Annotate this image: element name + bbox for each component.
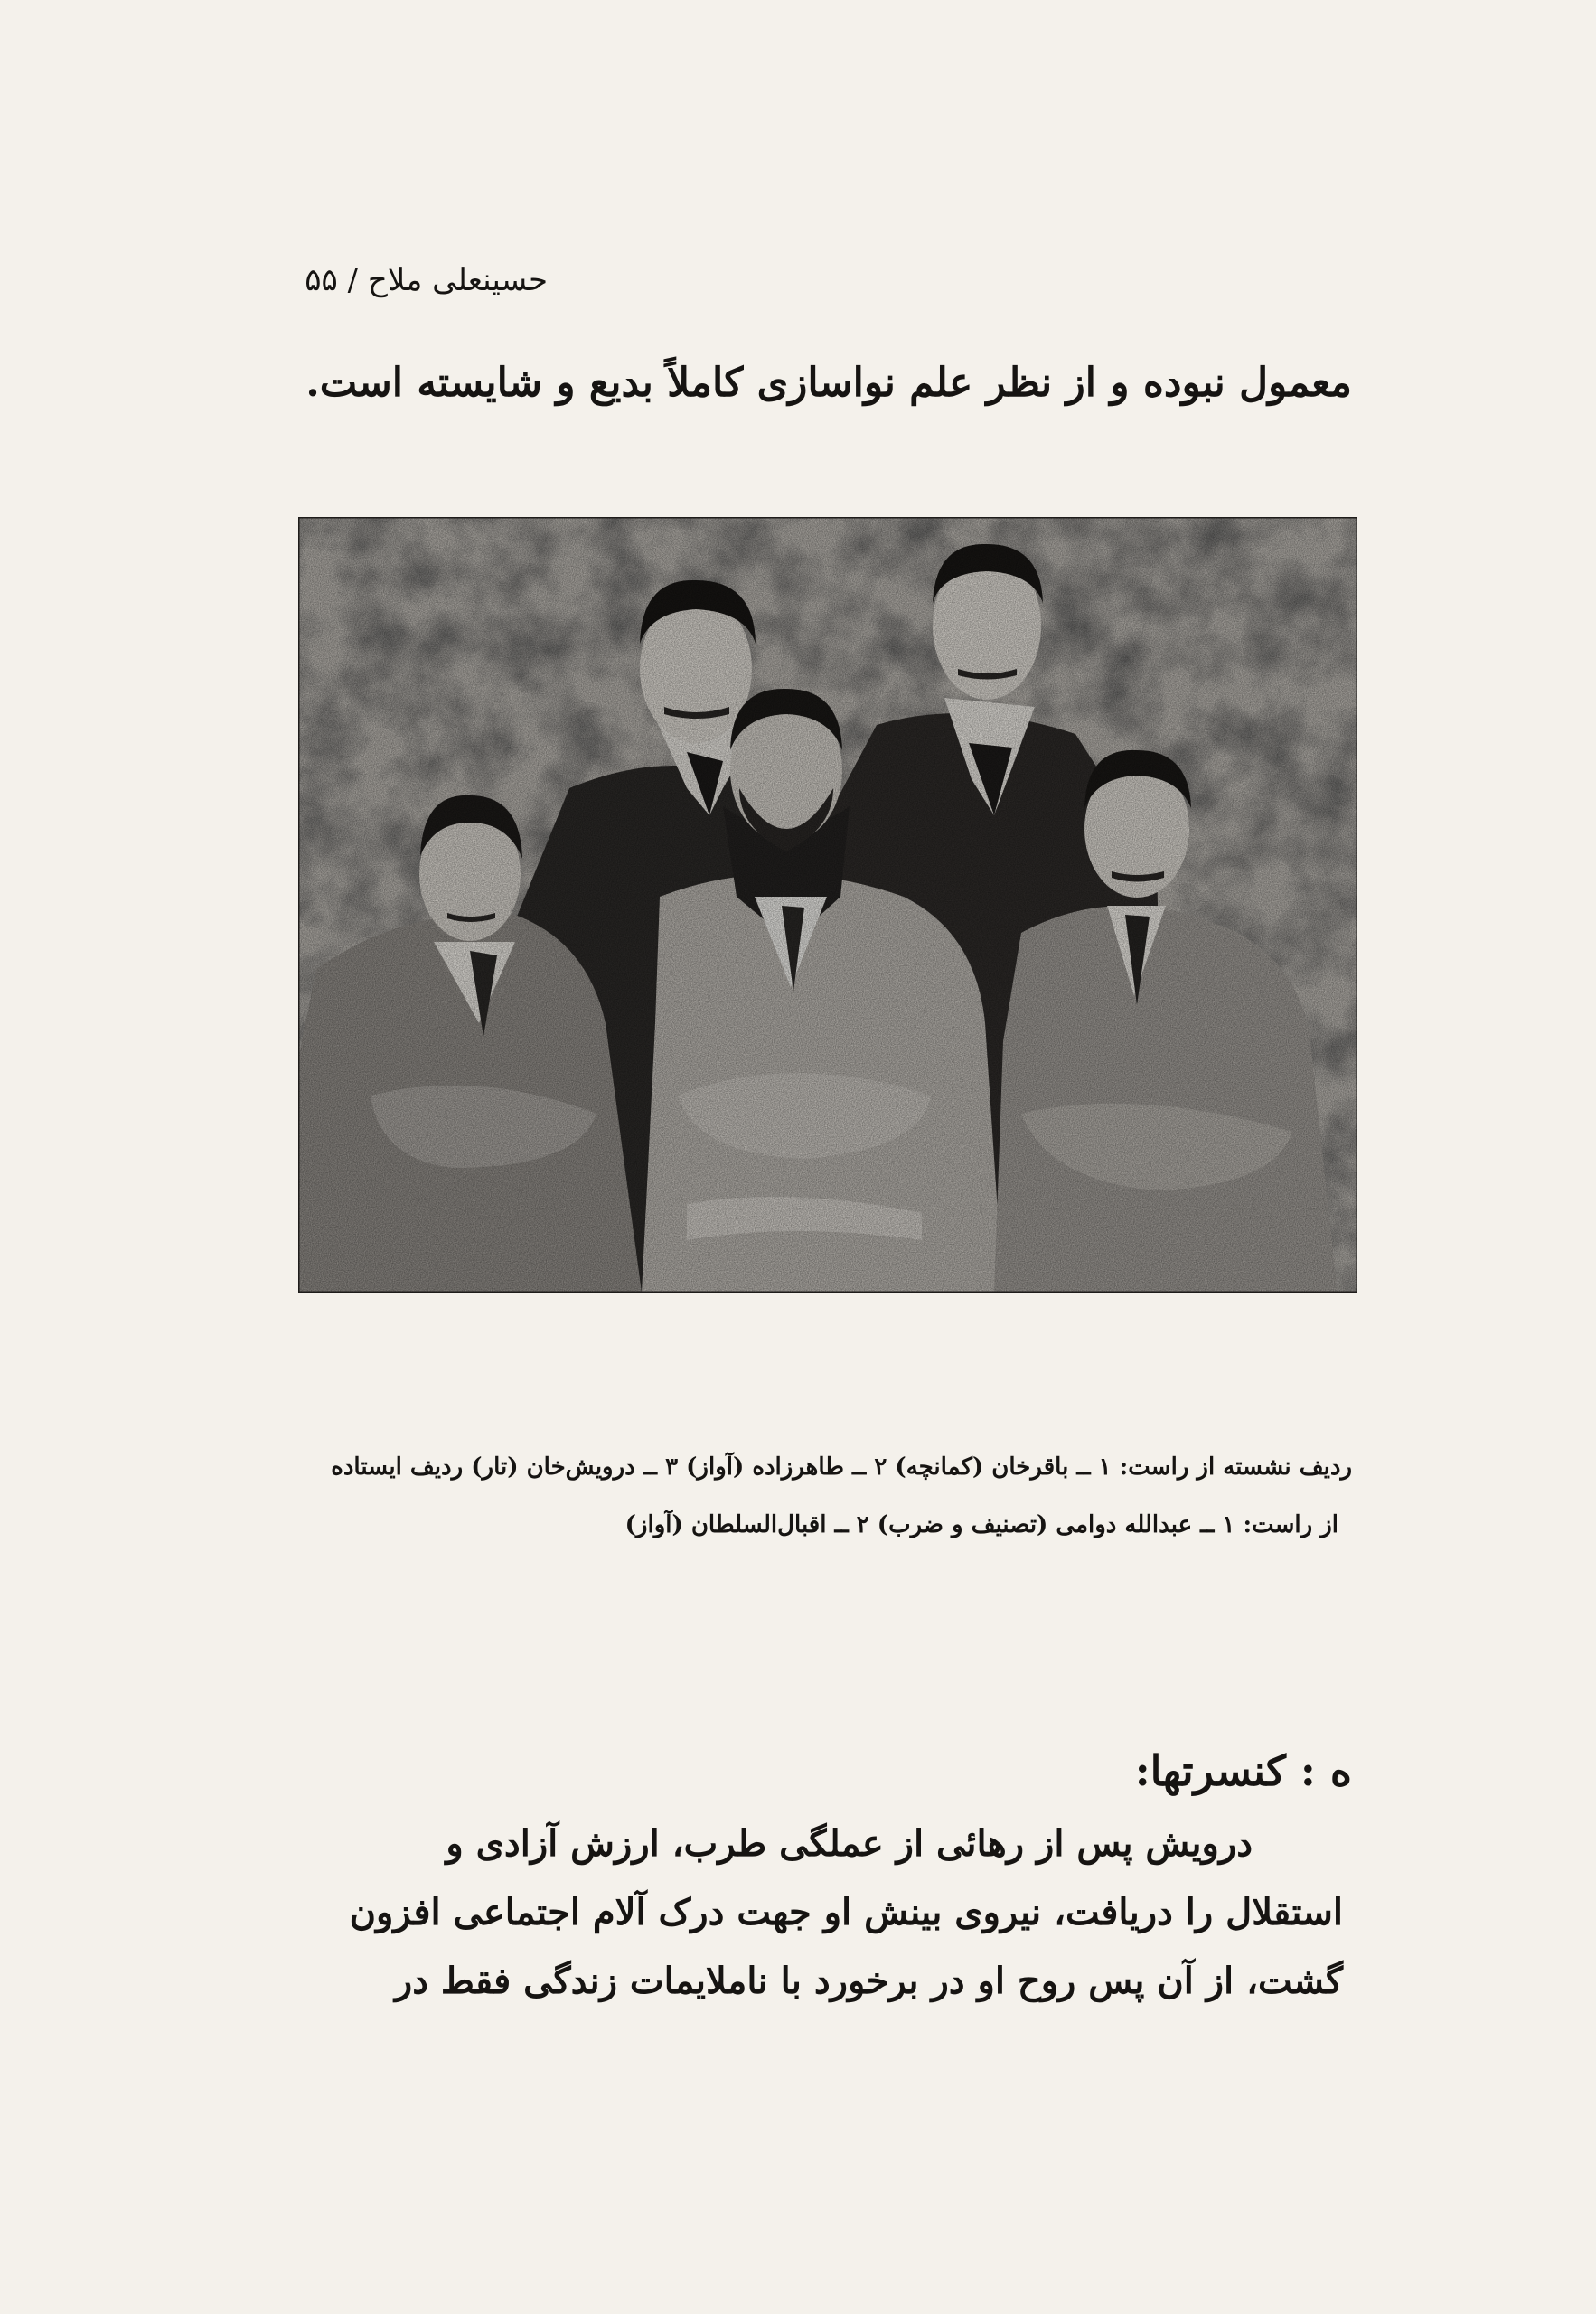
running-head: حسینعلی ملاح / ۵۵: [305, 262, 548, 298]
paragraph-line-2: استقلال را دریافت، نیروی بینش او جهت درک آلام اجتماعی افزون: [349, 1891, 1343, 1933]
paragraph-line-3: گشت، از آن پس روح او در برخورد با ناملایمات زندگی فقط در: [394, 1960, 1343, 2002]
top-text-line: معمول نبوده و از نظر علم نواسازی کاملاً بدیع و شایسته است.: [305, 360, 1352, 406]
paragraph-line-1: درویش پس از رهائی از عملگی طرب، ارزش آزادی و: [446, 1822, 1253, 1865]
photo-caption-line-2: از راست: ۱ ــ عبدالله دوامی (تصنیف و ضرب) ۲ ــ اقبال‌السلطان (آواز): [624, 1511, 1338, 1538]
section-heading: ه : کنسرتها:: [1134, 1746, 1352, 1795]
group-photograph: [298, 517, 1357, 1293]
photo-caption-line-1: ردیف نشسته از راست: ۱ ــ باقرخان (کمانچه) ۲ ــ طاهرزاده (آواز) ۳ ــ درویش‌خان (تار) ردیف ایستاده: [331, 1453, 1352, 1481]
